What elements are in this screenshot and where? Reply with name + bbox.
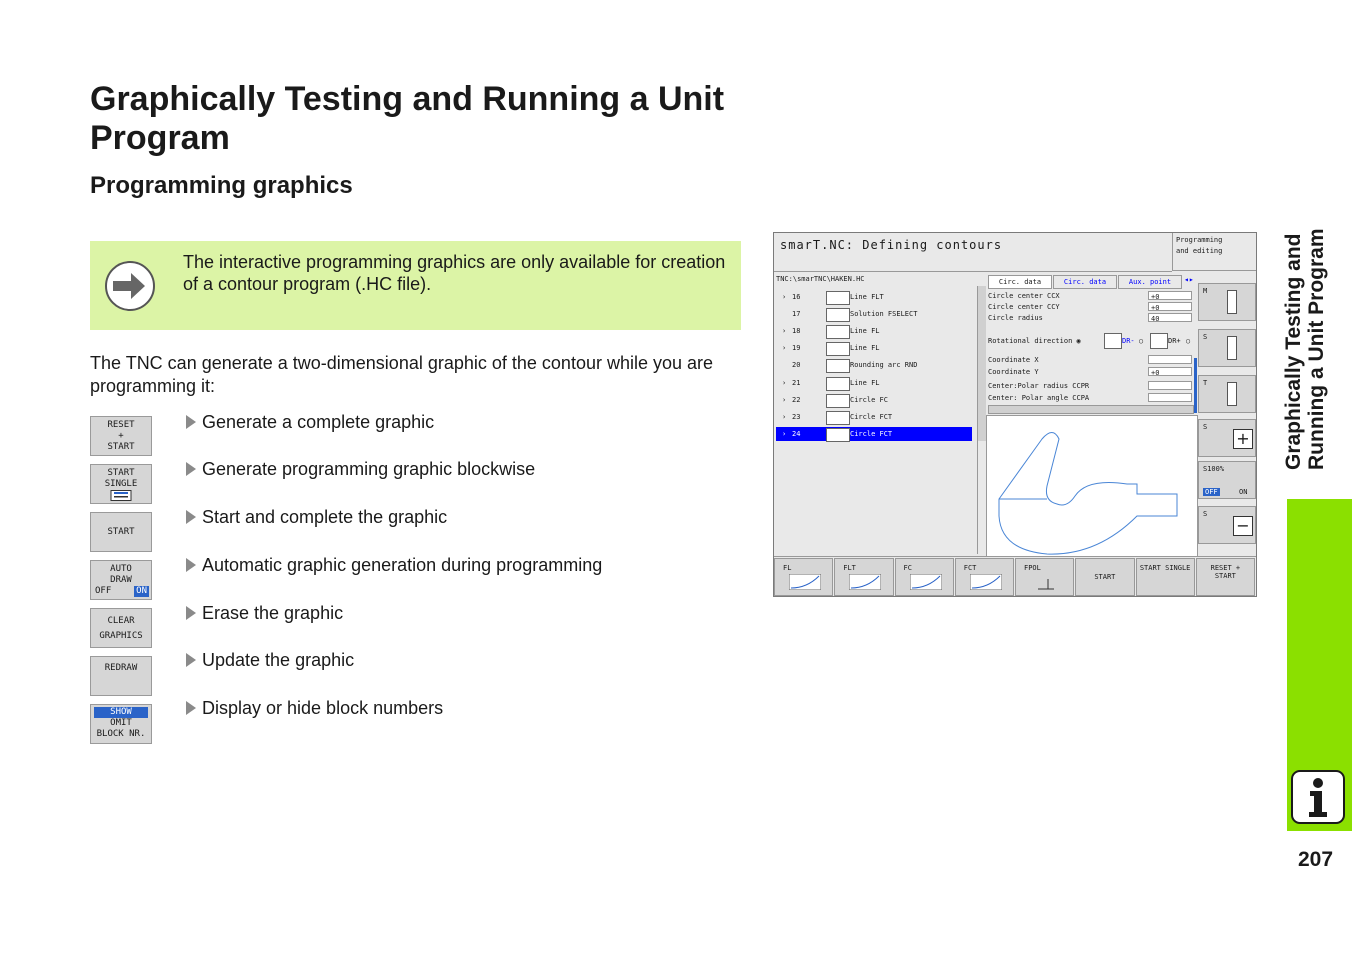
contour-element-icon <box>849 574 881 590</box>
tree-row[interactable] <box>776 376 972 390</box>
screen-header <box>774 233 1172 272</box>
softkey-label: FLT <box>843 564 856 572</box>
side-softkey[interactable] <box>1198 419 1256 457</box>
block-label: Line FL <box>850 327 880 336</box>
bullet-triangle-icon <box>186 462 196 476</box>
block-label: Line FL <box>850 378 880 387</box>
form-field <box>988 291 1192 301</box>
horizontal-scrollbar[interactable] <box>988 405 1194 414</box>
softkey-label: FL <box>783 564 792 572</box>
block-type-icon <box>826 377 850 391</box>
bottom-softkey[interactable] <box>1015 558 1074 596</box>
block-label: Circle FCT <box>850 412 893 421</box>
tree-row[interactable] <box>776 290 972 304</box>
block-number: 21 <box>792 378 801 387</box>
field-label: Center:Polar radius CCPR <box>988 382 1090 390</box>
function-description <box>186 698 443 719</box>
block-number: 22 <box>792 395 801 404</box>
start-single-softkey[interactable] <box>90 464 152 504</box>
tree-row[interactable] <box>776 410 972 424</box>
block-label: Line FLT <box>850 293 884 301</box>
bullet-triangle-icon <box>186 510 196 524</box>
softkey-label: REDRAW <box>104 663 138 673</box>
field-input[interactable] <box>1148 355 1192 364</box>
field-input[interactable] <box>1148 381 1192 390</box>
block-type-icon <box>826 308 850 322</box>
start-softkey[interactable] <box>90 512 152 552</box>
softkey-label: AUTO <box>110 564 132 574</box>
function-description <box>186 555 602 576</box>
block-label: Circle FC <box>850 395 888 404</box>
rotation-row <box>988 333 1194 349</box>
dr-minus-icon[interactable] <box>1104 333 1122 349</box>
side-key-label: S <box>1203 510 1208 518</box>
tree-row[interactable] <box>776 358 972 372</box>
contour-element-icon <box>789 574 821 590</box>
softkey-label: START <box>107 442 135 452</box>
function-description <box>186 507 447 528</box>
tree-expander-icon[interactable]: › <box>782 378 787 387</box>
form-field <box>988 302 1192 312</box>
contour-graphic <box>986 415 1198 557</box>
tnc-screenshot <box>773 232 1257 597</box>
block-type-icon <box>826 428 850 442</box>
function-text: Update the graphic <box>202 650 355 670</box>
section-heading: Programming graphics <box>90 172 353 199</box>
function-text: Automatic graphic generation during programming <box>202 555 603 575</box>
radio-icon[interactable]: ◉ <box>1076 337 1081 345</box>
side-key-column <box>1198 271 1258 557</box>
block-type-icon <box>826 291 850 305</box>
function-description <box>186 459 535 480</box>
softkey-label: SHOW <box>94 707 148 718</box>
form-field <box>988 367 1192 377</box>
clear-graphics-softkey[interactable] <box>90 608 152 648</box>
field-label: Circle radius <box>988 314 1043 322</box>
tree-expander-icon[interactable]: › <box>782 412 787 421</box>
field-input[interactable]: +0 <box>1148 367 1192 376</box>
softkey-label: SINGLE <box>104 479 138 489</box>
rotation-label: Rotational direction <box>988 337 1073 345</box>
block-type-icon <box>826 359 850 373</box>
block-number: 20 <box>792 361 801 370</box>
softkey-label: DRAW <box>110 575 132 585</box>
form-field <box>988 381 1192 391</box>
side-softkey[interactable] <box>1198 461 1256 499</box>
softkey-label: RESET <box>107 420 135 430</box>
block-type-icon <box>826 394 850 408</box>
contour-element-icon <box>970 574 1002 590</box>
softkey-label: FPOL <box>1024 564 1041 572</box>
tree-row[interactable] <box>776 324 972 338</box>
tree-row[interactable] <box>776 427 972 441</box>
form-field <box>988 393 1192 403</box>
page-title: Graphically Testing and Running a Unit Program <box>90 80 725 157</box>
side-title-line: Graphically Testing and <box>1282 233 1305 470</box>
spindle-icon <box>1227 382 1237 406</box>
bottom-softkey[interactable] <box>774 558 833 596</box>
redraw-softkey[interactable] <box>90 656 152 696</box>
tree-row[interactable] <box>776 393 972 407</box>
screen-title: smarT.NC: Defining contours <box>780 238 1003 252</box>
function-text: Start and complete the graphic <box>202 507 448 527</box>
minus-icon: − <box>1233 516 1253 536</box>
spindle-icon <box>1227 336 1237 360</box>
dr-plus-label: DR+ <box>1168 337 1181 345</box>
file-path: TNC:\smarTNC\HAKEN.HC <box>776 275 865 283</box>
softkey-label: START <box>1094 573 1116 581</box>
function-description <box>186 603 343 624</box>
tree-expander-icon[interactable]: › <box>782 327 787 336</box>
polar-icon <box>1036 577 1056 591</box>
toggle-off-label: OFF <box>95 586 112 596</box>
side-key-label: T <box>1203 379 1208 387</box>
softkey-label: RESET + START <box>1210 564 1241 580</box>
side-softkey[interactable] <box>1198 375 1256 413</box>
block-number: 17 <box>792 310 801 319</box>
tree-expander-icon[interactable]: › <box>782 293 787 301</box>
bottom-softkey[interactable] <box>955 558 1014 596</box>
block-label: Line FL <box>850 344 880 353</box>
bullet-triangle-icon <box>186 701 196 715</box>
side-on-label: ON <box>1239 488 1248 496</box>
tree-row[interactable] <box>776 307 972 321</box>
softkey-label: START SINGLE <box>1139 564 1191 572</box>
toggle-on-label: ON <box>136 586 147 596</box>
side-softkey[interactable] <box>1198 506 1256 544</box>
tab-bar <box>986 275 1196 287</box>
function-text: Generate programming graphic blockwise <box>202 459 536 479</box>
mode-box <box>1172 233 1256 271</box>
side-key-label: M <box>1203 287 1208 295</box>
tab-scroll-icon[interactable]: ◂▸ <box>1184 275 1194 284</box>
dr-minus-label: DR- <box>1122 337 1135 345</box>
function-description <box>186 412 434 433</box>
block-label: Solution FSELECT <box>850 310 918 319</box>
field-input[interactable]: +0 <box>1148 302 1192 311</box>
field-input[interactable]: 40 <box>1148 313 1192 322</box>
tab-circ-data[interactable]: Circ. data <box>988 275 1052 289</box>
bullet-triangle-icon <box>186 415 196 429</box>
block-number: 24 <box>792 429 801 438</box>
circle-form <box>986 289 1196 413</box>
auto-draw-softkey[interactable] <box>90 560 152 600</box>
info-icon <box>1291 770 1345 824</box>
chapter-side-title <box>1282 180 1340 470</box>
field-label: Center: Polar angle CCPA <box>988 394 1090 402</box>
block-number: 23 <box>792 412 801 421</box>
tree-row[interactable] <box>776 341 972 355</box>
bullet-triangle-icon <box>186 606 196 620</box>
softkey-label: START <box>107 527 135 537</box>
block-type-icon <box>826 342 850 356</box>
tab-aux-point[interactable]: Aux. point <box>1118 275 1182 289</box>
radio-icon[interactable]: ○ <box>1139 337 1144 345</box>
side-softkey[interactable] <box>1198 283 1256 321</box>
page-number: 207 <box>1298 848 1334 871</box>
bottom-softkey[interactable] <box>834 558 893 596</box>
softkey-label: OMIT <box>110 718 132 728</box>
block-tree <box>774 286 978 554</box>
function-text: Generate a complete graphic <box>202 412 435 432</box>
function-text: Display or hide block numbers <box>202 698 444 718</box>
softkey-bar <box>774 556 1256 597</box>
block-number: 19 <box>792 344 801 353</box>
tree-scrollbar[interactable] <box>977 286 986 441</box>
softkey-label: BLOCK NR. <box>96 729 146 739</box>
side-key-label: S <box>1203 423 1208 431</box>
block-number: 18 <box>792 327 801 336</box>
tree-expander-icon[interactable]: › <box>782 344 787 353</box>
bullet-triangle-icon <box>186 653 196 667</box>
field-label: Circle center CCX <box>988 292 1060 300</box>
intro-paragraph: The TNC can generate a two-dimensional graphic of the contour while you are programming it: <box>90 353 714 396</box>
bottom-softkey[interactable] <box>895 558 954 596</box>
field-input[interactable]: +0 <box>1148 291 1192 300</box>
field-label: Coordinate Y <box>988 368 1039 376</box>
form-field <box>988 355 1192 365</box>
form-field <box>988 313 1192 323</box>
field-label: Circle center CCY <box>988 303 1060 311</box>
form-scroll-marker <box>1194 358 1197 413</box>
single-block-icon <box>101 490 141 501</box>
side-softkey[interactable] <box>1198 329 1256 367</box>
block-number: 16 <box>792 293 801 301</box>
block-label: Rounding arc RND <box>850 361 918 370</box>
block-type-icon <box>826 325 850 339</box>
block-type-icon <box>826 411 850 425</box>
reset-start-softkey[interactable] <box>90 416 152 456</box>
softkey-label: FCT <box>963 564 977 572</box>
mode-line: and editing <box>1176 247 1223 255</box>
plus-icon: + <box>1233 429 1253 449</box>
spindle-icon <box>1227 290 1237 314</box>
note-text: The interactive programming graphics are only available for creation of a contour program (.HC file). <box>183 252 726 294</box>
softkey-label: GRAPHICS <box>99 631 143 641</box>
side-title-line: Running a Unit Program <box>1305 228 1328 470</box>
bottom-softkey[interactable] <box>1075 558 1134 596</box>
radio-icon[interactable]: ○ <box>1186 337 1191 345</box>
bottom-softkey[interactable] <box>1136 558 1195 596</box>
function-description <box>186 650 354 671</box>
tab-circ-data-2[interactable]: Circ. data <box>1053 275 1117 289</box>
side-off-label: OFF <box>1205 488 1218 496</box>
softkey-label: CLEAR <box>107 616 135 626</box>
contour-plot <box>987 416 1197 556</box>
tree-expander-icon[interactable]: › <box>782 429 787 438</box>
tree-expander-icon[interactable]: › <box>782 395 787 404</box>
side-key-label: S100% <box>1203 465 1225 473</box>
arrow-right-icon <box>104 260 156 312</box>
show-omit-block-softkey[interactable] <box>90 704 152 744</box>
field-label: Coordinate X <box>988 356 1039 364</box>
softkey-label: FC <box>903 564 912 572</box>
softkey-label: + <box>118 431 124 441</box>
function-text: Erase the graphic <box>202 603 344 623</box>
dr-plus-icon[interactable] <box>1150 333 1168 349</box>
field-input[interactable] <box>1148 393 1192 402</box>
contour-element-icon <box>910 574 942 590</box>
side-key-label: S <box>1203 333 1208 341</box>
mode-line: Programming <box>1176 236 1223 244</box>
bullet-triangle-icon <box>186 558 196 572</box>
softkey-label: START <box>107 468 135 478</box>
bottom-softkey[interactable] <box>1196 558 1255 596</box>
block-label: Circle FCT <box>850 429 893 438</box>
